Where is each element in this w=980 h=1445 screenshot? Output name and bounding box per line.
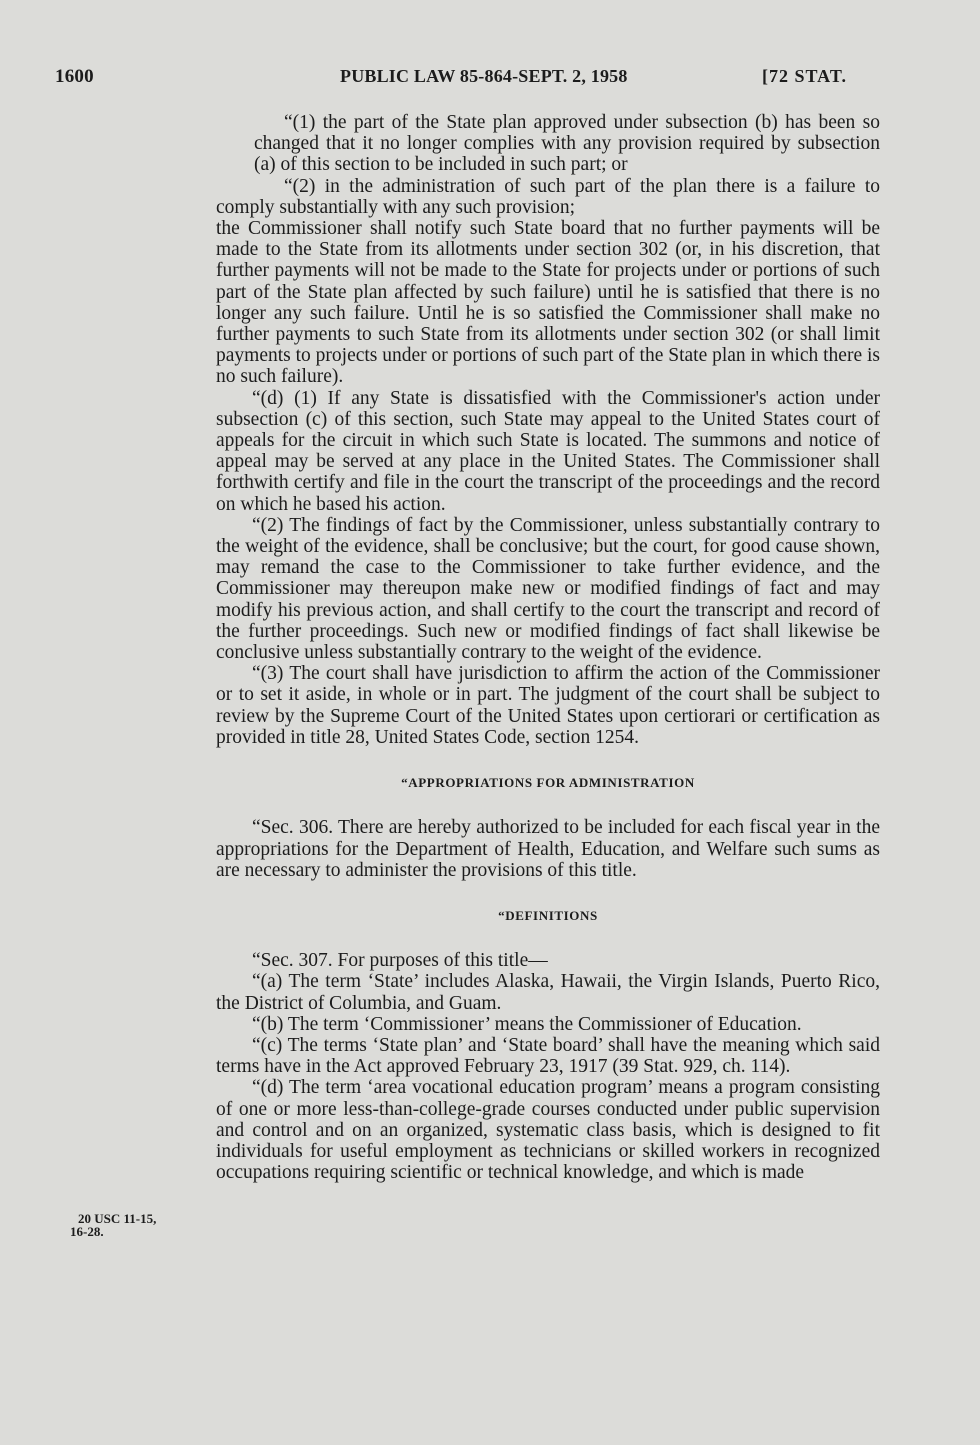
paragraph-c-1: “(1) the part of the State plan approved under subsection (b) has been so changed that it no longer complies with any provision required by subsection (a) of this section to be included in such part; or: [254, 112, 880, 176]
paragraph-sec-306: “Sec. 306. There are hereby authorized to be included for each fiscal year in the appropriations for the Department of Health, Education, and Welfare such sums as are necessary to administer the provisions of this title.: [216, 817, 880, 881]
margin-citation-line2: 16-28.: [70, 1224, 104, 1239]
margin-citation: [70, 1211, 157, 1239]
margin-citation-line1: 20 USC 11-15,: [78, 1211, 157, 1226]
page-number: 1600: [55, 66, 94, 87]
paragraph-def-b: “(b) The term ‘Commissioner’ means the Commissioner of Education.: [252, 1013, 802, 1035]
statute-reference: [72 STAT.: [762, 66, 848, 86]
paragraph-c-2: “(2) in the administration of such part of the plan there is a failure to comply substantially with any such provision;: [216, 175, 880, 218]
section-heading-appropriations: “APPROPRIATIONS FOR ADMINISTRATION: [401, 775, 695, 791]
paragraph-def-c: “(c) The terms ‘State plan’ and ‘State board’ shall have the meaning which said terms have in the Act approved February 23, 1917 (39 Stat. 929, ch. 114).: [216, 1034, 880, 1078]
document-body: [216, 112, 880, 1183]
section-heading-definitions: “DEFINITIONS: [498, 907, 598, 923]
paragraph-d-3: “(3) The court shall have jurisdiction to affirm the action of the Commissioner or to set it aside, in whole or in part. The judgment of the court shall be subject to review by the Supreme Court of the United States upon certiorari or certification as provided in title 28, United States Code, section 1254.: [216, 663, 880, 748]
paragraph-def-a: “(a) The term ‘State’ includes Alaska, Hawaii, the Virgin Islands, Puerto Rico, the District of Columbia, and Guam.: [216, 971, 880, 1014]
paragraph-d-1: “(d) (1) If any State is dissatisfied with the Commissioner's action under subsection (c) of this section, such State may appeal to the United States court of appeals for the circuit in which such State is located. The summons and notice of appeal may be served at any place in the United States. The Commissioner shall forthwith certify and file in the court the transcript of the proceedings and the record on which he based his action.: [216, 387, 880, 515]
paragraph-sec-307: “Sec. 307. For purposes of this title—: [252, 950, 548, 972]
running-title: PUBLIC LAW 85-864-SEPT. 2, 1958: [340, 66, 628, 86]
paragraph-notification: the Commissioner shall notify such State board that no further payments will be made to the State from its allotments under section 302 (or, in his discretion, that further payments will not be made to the State for projects under or portions of such part of the State plan affected by such failure) until he is satisfied that there is no longer any such failure. Until he is so satisfied the Commissioner shall make no further payments to such State from its allotments under section 302 (or shall limit payments to projects under or portions of such part of the State plan in which there is no such failure).: [216, 218, 880, 388]
paragraph-d-2: “(2) The findings of fact by the Commissioner, unless substantially contrary to the weight of the evidence, shall be conclusive; but the court, for good cause shown, may remand the case to the Commissioner to take further evidence, and the Commissioner may thereupon make new or modified findings of fact and may modify his previous action, and shall certify to the court the transcript and record of the further proceedings. Such new or modified findings of fact shall likewise be conclusive unless substantially contrary to the weight of the evidence.: [216, 514, 880, 664]
paragraph-def-d: “(d) The term ‘area vocational education program’ means a program consisting of one or more less-than-college-grade courses conducted under public supervision and control and on an organized, systematic class basis, which is designed to fit individuals for useful employment as technicians or skilled workers in recognized occupations requiring scientific or technical knowledge, and which is made: [216, 1077, 880, 1184]
